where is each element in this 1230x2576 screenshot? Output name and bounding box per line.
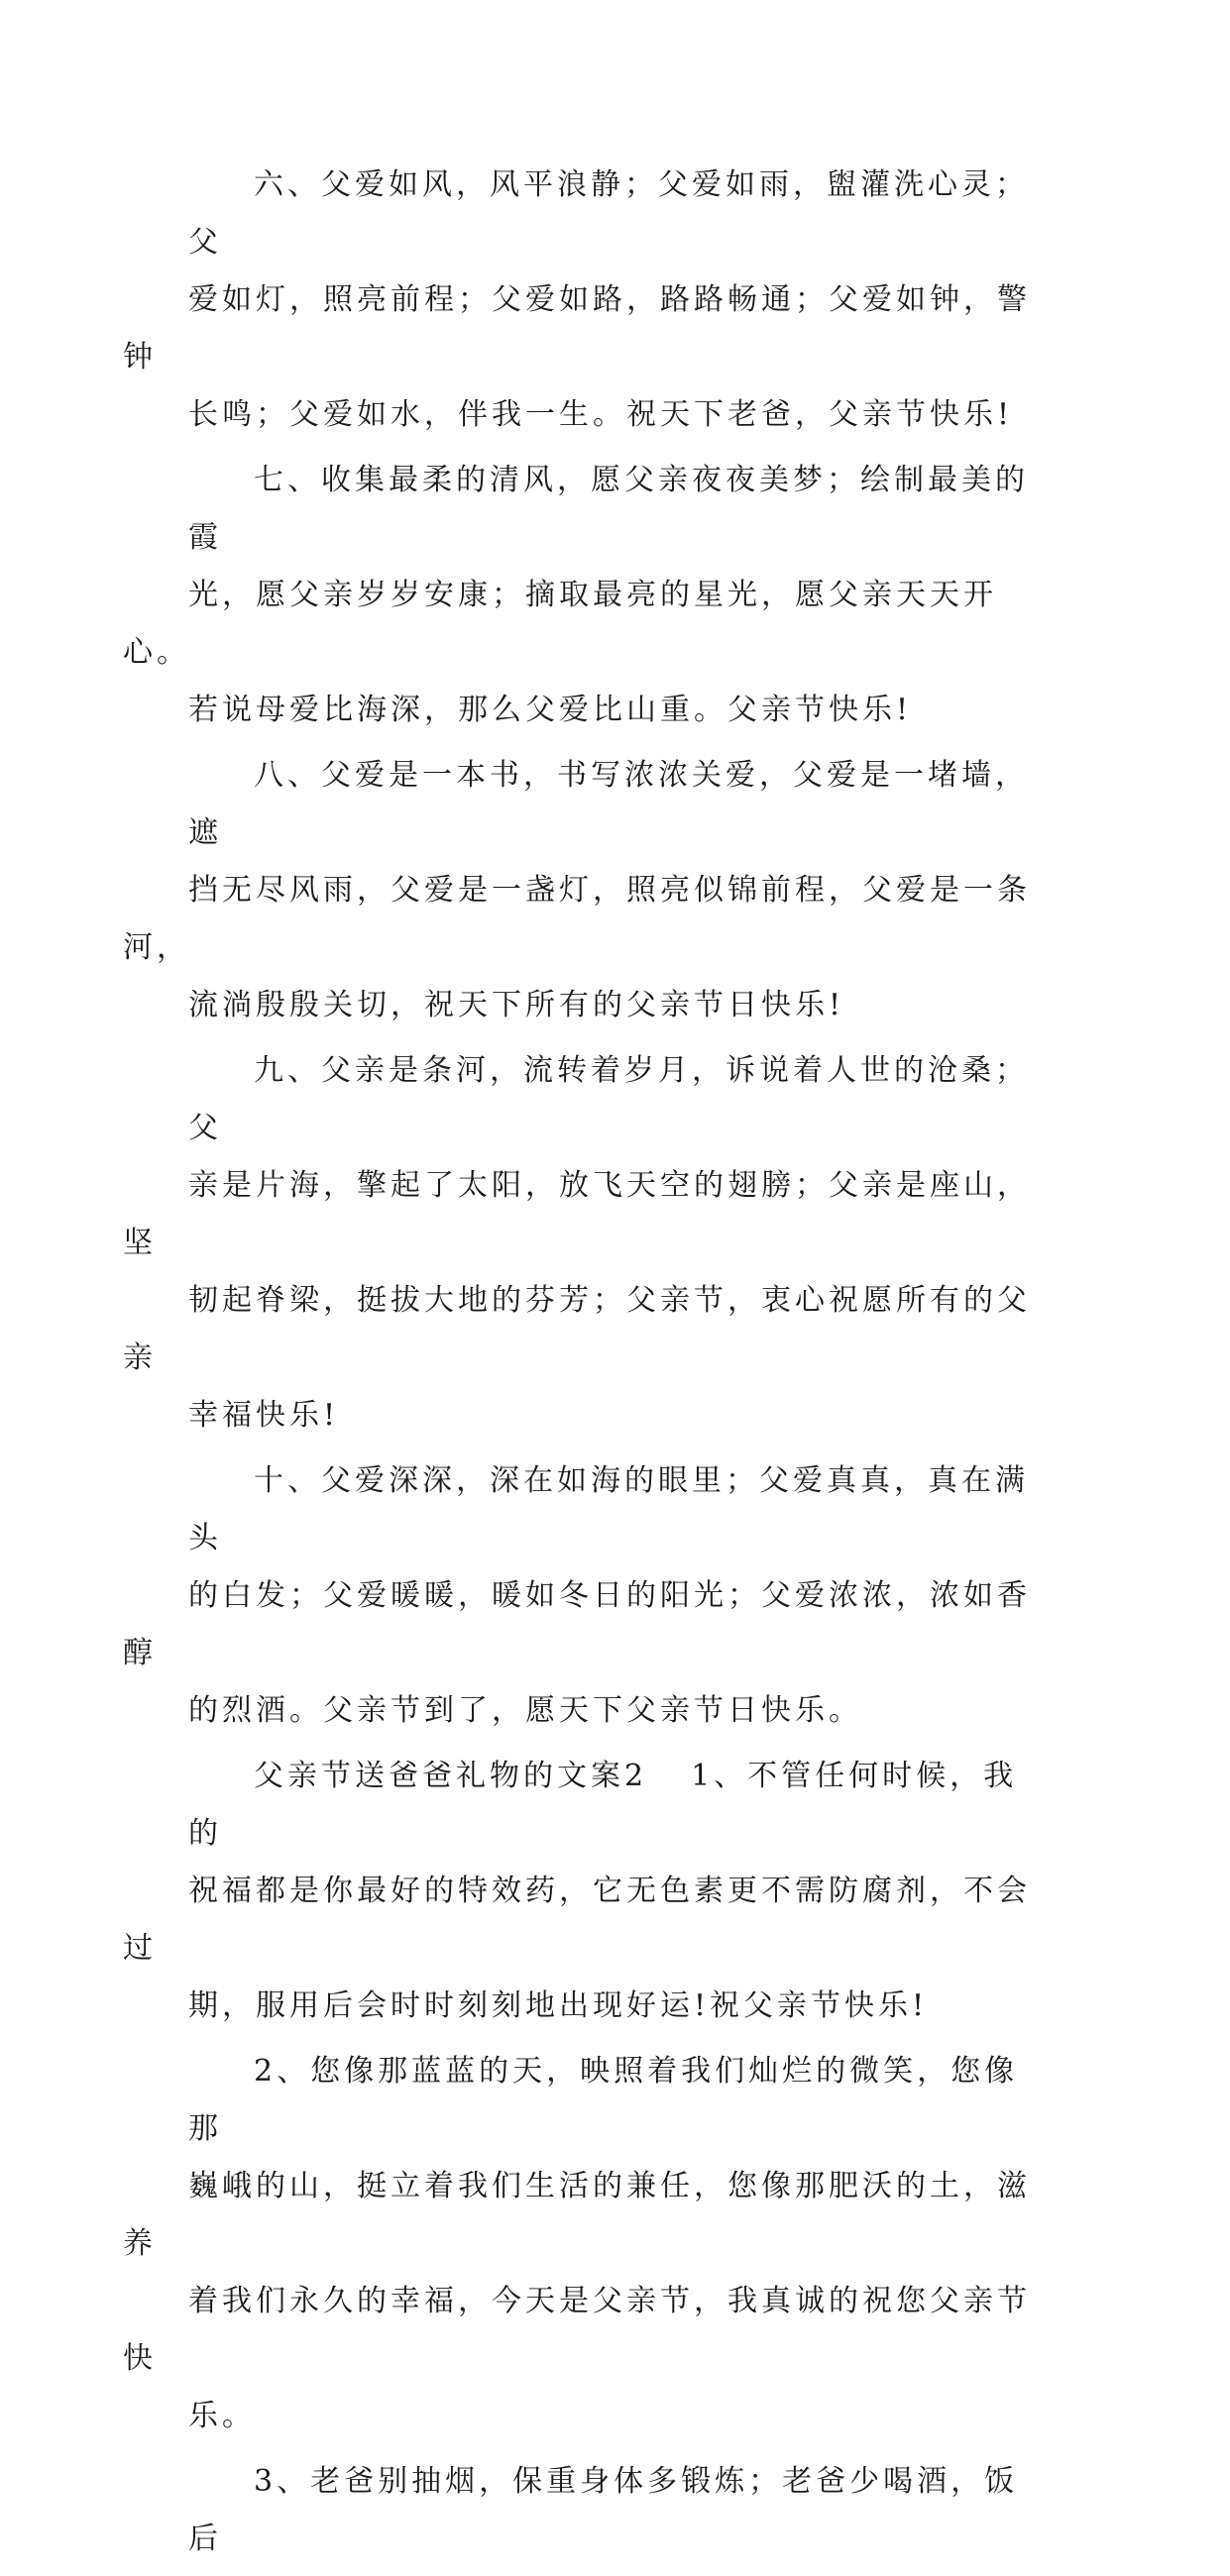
text-line: 的烈酒。父亲节到了，愿天下父亲节日快乐。 [188,1693,862,1728]
text-line: 光，愿父亲岁岁安康；摘取最亮的星光，愿父亲天天开心。 [123,578,997,670]
text-line: 长鸣；父爱如水，伴我一生。祝天下老爸，父亲节快乐! [188,397,1014,432]
text-line: 八、父爱是一本书，书写浓浓关爱，父爱是一堵墙，遮 [188,758,1029,850]
text-line: 十、父爱深深，深在如海的眼里；父爱真真，真在满头 [188,1463,1029,1556]
text-line: 挡无尽风雨，父爱是一盏灯，照亮似锦前程，父爱是一条河， [123,873,1031,965]
text-line: 韧起脊梁，挺拔大地的芬芳；父亲节，衷心祝愿所有的父亲 [123,1283,1031,1375]
text-line-content: 1、不管任何时候，我的 [188,1759,1018,1851]
section-2-paragraph-1 [123,1748,1049,2035]
paragraph-9 [123,1042,1049,1445]
text-line: 六、父爱如风，风平浪静；父爱如雨，盥灌洗心灵；父 [188,167,1029,260]
section-heading: 父亲节送爸爸礼物的文案2 [254,1759,648,1793]
text-line: 幸福快乐! [188,1398,340,1433]
text-line: 祝福都是你最好的特效药，它无色素更不需防腐剂，不会过 [123,1874,1031,1966]
text-line: 的白发；父爱暖暖，暖如冬日的阳光；父爱浓浓，浓如香醇 [123,1578,1031,1670]
paragraph-8 [123,747,1049,1034]
text-line: 2、您像那蓝蓝的天，映照着我们灿烂的微笑，您像那 [188,2054,1019,2146]
paragraph-7 [123,452,1049,739]
text-line: 着我们永久的幸福，今天是父亲节，我真诚的祝您父亲节快 [123,2284,1031,2376]
text-line: 流淌殷殷关切，祝天下所有的父亲节日快乐! [188,988,845,1022]
section-2-paragraph-2 [123,2043,1049,2445]
text-line [188,1748,1049,1863]
text-line: 巍峨的山，挺立着我们生活的兼任，您像那肥沃的土，滋养 [123,2169,1031,2261]
text-line: 爱如灯，照亮前程；父爱如路，路路畅通；父爱如钟，警钟 [123,282,1031,375]
text-line: 若说母爱比海深，那么父爱比山重。父亲节快乐! [188,693,913,727]
text-line: 乐。 [188,2399,256,2433]
paragraph-10 [123,1452,1049,1740]
text-line: 3、老爸别抽烟，保重身体多锻炼；老爸少喝酒，饭后 [188,2464,1019,2556]
text-line: 期，服用后会时时刻刻地出现好运!祝父亲节快乐! [188,1988,929,2023]
paragraph-6 [123,157,1049,444]
text-line: 亲是片海，擎起了太阳，放飞天空的翅膀；父亲是座山，坚 [123,1168,1031,1260]
document-body [123,157,1049,2576]
text-line: 九、父亲是条河，流转着岁月，诉说着人世的沧桑；父 [188,1053,1029,1145]
text-line: 七、收集最柔的清风，愿父亲夜夜美梦；绘制最美的霞 [188,463,1029,555]
section-2-paragraph-3 [188,2453,1049,2568]
